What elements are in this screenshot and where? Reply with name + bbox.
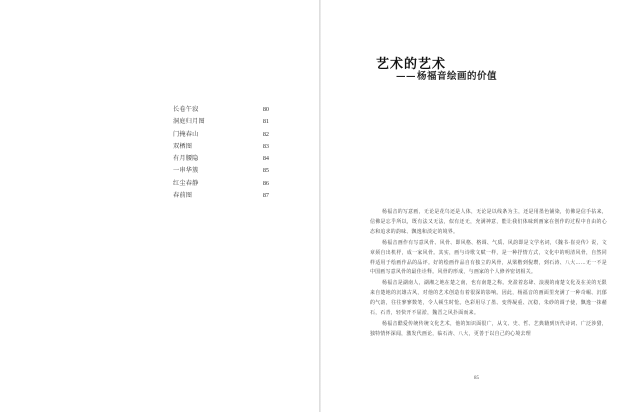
toc-title: 长卷午寂 — [173, 106, 199, 113]
toc-row — [173, 153, 269, 165]
article-body — [370, 208, 607, 341]
toc-page-number: 87 — [262, 192, 269, 200]
page-number: 85 — [474, 376, 479, 381]
toc-row — [173, 129, 269, 141]
left-page — [0, 0, 319, 412]
toc-row — [173, 104, 269, 116]
paragraph: 杨福音的写意画，无论是花鸟还是人体，无论是以线条为主，还是用墨色铺染，仿佛是信手拈来，信佛是忘乎所以，既有法又无法，似有还无，充满神意，能让我们体味到画家在创作的过程中自由的心态和追求的韵味、飘逸和淡定的境界。 — [370, 209, 607, 235]
toc-page-number: 80 — [262, 106, 269, 113]
article-subtitle — [396, 68, 497, 82]
toc-title: 门掩春山 — [173, 130, 199, 138]
subtitle-dash: —— — [396, 71, 416, 82]
toc-title: 有月腰隐 — [173, 155, 199, 163]
toc-page-number: 86 — [262, 179, 269, 187]
right-page — [321, 0, 640, 412]
toc-row — [173, 165, 269, 177]
toc-page-number: 82 — [262, 130, 269, 138]
toc-row — [173, 190, 269, 202]
toc-title: 洞庭归月图 — [173, 118, 205, 126]
toc-row — [173, 141, 269, 153]
paragraph: 杨福音酷爱传统传统文化艺术，他的知识面很广，从文、史、哲、艺典籍到历代诗词、广泛涉猎，独特情怀深闻，激发代画论，临石涛、八大，更善于以自己的心境去理 — [370, 320, 607, 337]
toc-page-number: 84 — [262, 155, 269, 163]
toc-title: 一串华簇 — [173, 167, 199, 175]
subtitle-text: 杨福音绘画的价值 — [417, 71, 498, 82]
table-of-contents — [173, 104, 269, 202]
toc-page-number: 81 — [262, 118, 269, 126]
toc-row — [173, 178, 269, 190]
paragraph: 杨福音画作有写意风骨、风骨、即风格、格调、气质、风韵即是文学名词，《魏书·崔亮传》说，文章须自出机杼，成一家风骨。其实，画与诗歌文赋一样，是一种抒情方式，文化中的明清风骨，自然同样适用于绘画作品的品评。好的绘画作品自有独立的风骨，从梁楷到倪瓒，到石涛、八大……无一不是中国画写意风骨的最佳诠释。风骨的形成，与画家的个人修养密切相关。 — [370, 239, 607, 276]
article-title: 艺术的艺术 — [376, 57, 447, 72]
toc-title: 红尘春静 — [173, 179, 199, 187]
paragraph: 杨福音是湖南人，湖湘之地在楚之南，也有南楚之称。充盈着恣肆、浪漫的南楚文化及在美的无限来自楚地的沉雄古风，对他的艺术创造有着很深的影响。因此，杨福音的画面里充满了一种奇崛、沉郁的气韵，往往寥寥数笔，令人顿生时怆。色彩用尽了墨、变得凝重、沉稳，朱砂的调子使，飘逸一抹赭石，石青，轻快开不屈淤，魏晋之风扑面而来。 — [370, 280, 607, 317]
toc-title: 春前图 — [173, 192, 193, 200]
toc-page-number: 83 — [262, 142, 269, 150]
toc-row — [173, 116, 269, 128]
toc-page-number: 85 — [262, 167, 269, 175]
toc-title: 双栖图 — [173, 142, 193, 150]
